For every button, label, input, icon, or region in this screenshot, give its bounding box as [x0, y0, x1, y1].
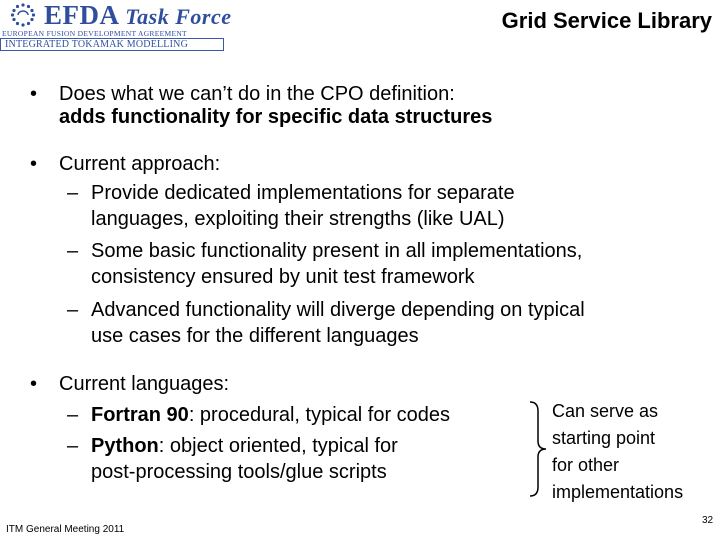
eu-stars-icon — [4, 2, 42, 28]
side-note-line1: Can serve as — [552, 401, 659, 421]
lang-fortran: Fortran 90 — [91, 404, 189, 426]
bullet-2-marker: • — [30, 153, 38, 175]
sub-bullet-3-1-dash: – — [67, 404, 79, 426]
lang-python: Python — [91, 435, 159, 457]
bullet-3-marker: • — [30, 373, 38, 395]
sub-bullet-2-2-line2: consistency ensured by unit test framework — [91, 266, 475, 288]
sub-bullet-3-2 — [91, 434, 398, 459]
lang-python-desc: : object oriented, typical for — [158, 435, 398, 457]
bullet-2-line1: Current approach: — [59, 153, 221, 175]
bullet-1-line2: adds functionality for specific data structures — [59, 106, 493, 128]
efda-logo — [0, 0, 232, 52]
bullet-1-line1: Does what we can’t do in the CPO definition: — [59, 83, 455, 105]
sub-bullet-3-1 — [91, 403, 450, 428]
sub-bullet-2-3-line1: Advanced functionality will diverge depending on typical — [91, 299, 585, 321]
sub-bullet-2-3-dash: – — [67, 299, 79, 321]
sub-bullet-2-1-dash: – — [67, 182, 79, 204]
logo-subline: EUROPEAN FUSION DEVELOPMENT AGREEMENT — [2, 29, 187, 38]
sub-bullet-2-3-line2: use cases for the different languages — [91, 325, 419, 347]
logo-bar: INTEGRATED TOKAMAK MODELLING — [0, 38, 224, 51]
bullet-3-line1: Current languages: — [59, 373, 230, 395]
side-note — [552, 398, 683, 506]
sub-bullet-2-2-dash: – — [67, 240, 79, 262]
sub-bullet-3-2-line2: post-processing tools/glue scripts — [91, 461, 387, 483]
bullet-1-marker: • — [30, 83, 38, 105]
logo-brand-text: EFDA Task Force — [44, 0, 232, 30]
side-note-line3: for other — [552, 455, 620, 475]
footer-meeting: ITM General Meeting 2011 — [6, 524, 125, 535]
lang-fortran-desc: : procedural, typical for codes — [188, 404, 451, 426]
sub-bullet-3-2-dash: – — [67, 435, 79, 457]
side-note-line2: starting point — [552, 428, 656, 448]
sub-bullet-2-2-line1: Some basic functionality present in all implementations, — [91, 240, 583, 262]
right-brace-icon — [528, 401, 550, 497]
slide-title: Grid Service Library — [501, 8, 712, 33]
side-note-line4: implementations — [552, 482, 684, 502]
sub-bullet-2-1-line1: Provide dedicated implementations for separate — [91, 182, 515, 204]
sub-bullet-2-1-line2: languages, exploiting their strengths (like UAL) — [91, 208, 505, 230]
page-number: 32 — [702, 515, 714, 526]
